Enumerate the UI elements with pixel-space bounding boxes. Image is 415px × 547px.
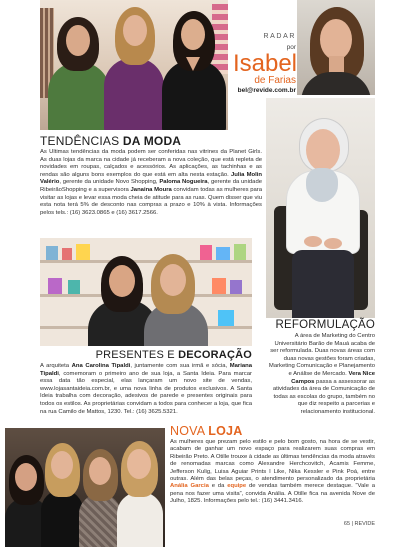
woman-green-top <box>48 62 110 130</box>
decor-item <box>46 246 58 260</box>
moda-text: convidam todas as mulheres para visitar as lojas e levar essa moda cheia de atitude para as ruas. Quem disser que viu esta nota terá 5% de desconto nas compras a prazo e 10% à vista. Informações pelos tels.: (16) 3623.0865 e (16) 3617.2566. <box>40 186 262 216</box>
photo-author-portrait <box>297 0 375 95</box>
moda-text: As Ultimas tendências da moda podem ser conferidas nas vitrines da Planet Girls. As duas lojas da marca na cidade já receberam a nova coleção, que está repleta de novidades em roupas, calçados e acessórios. As aplicações, as tachinhas e as rendas são alguns bons exemplos do que está em alta nesta estação. <box>40 149 262 178</box>
byline-by: por <box>286 44 296 51</box>
decor-item <box>212 278 226 294</box>
photo-santa-ideia-owners <box>40 238 252 346</box>
nova-loja-text: As mulheres que prezam pelo estilo e pelo bom gosto, na hora de se vestir, acabam de ganhar um novo espaço para realizarem suas compras em Ribeirão Preto. A Otille trouxe à cidade as últimas tendências da moda através de renomadas marcas como Alexandre Herchcovitch, Acamis Femme, Jefferson Kulig, Luisa Aguiar Prints I Like, Nika Kessler e Pink Poá, entre outras. Além das belas peças, o atendimento personalizado da proprietária <box>170 439 375 483</box>
face <box>127 449 151 479</box>
moda-heading-bold: DA MODA <box>122 134 182 148</box>
person-name: Ana Carolina Tipaldi <box>71 363 131 369</box>
decor-item <box>234 244 246 260</box>
decor-item <box>62 248 72 260</box>
person-name: Anália Garcia <box>170 483 209 490</box>
decor-item <box>216 247 230 260</box>
woman-purple-top <box>104 58 164 130</box>
woman-white-top <box>117 492 163 547</box>
person-name: Vera Nice Campos <box>291 370 375 385</box>
moda-text: , gerente da unidade Novo Shopping, <box>59 179 160 186</box>
reformulacao-body <box>266 333 375 417</box>
decor-item <box>68 280 80 294</box>
face <box>89 457 111 485</box>
shelf <box>40 294 252 297</box>
photo-vera-nice-campos <box>266 98 375 318</box>
presentes-text: , juntamente com sua irmã e sócia, <box>130 363 230 369</box>
page-footer <box>300 521 375 528</box>
presentes-heading-bold: DECORAÇÃO <box>178 349 252 361</box>
hand <box>324 238 342 249</box>
face <box>66 25 90 56</box>
scarf <box>306 168 338 202</box>
face <box>109 265 135 297</box>
nova-loja-heading-light: NOVA <box>170 424 205 438</box>
author-email: bel@revide.com.br <box>237 87 296 94</box>
photo-otille-team <box>5 428 165 547</box>
moda-heading-light: TENDÊNCIAS <box>40 134 120 148</box>
highlight-team: equipe <box>227 483 247 490</box>
column-kicker: RADAR <box>263 33 296 40</box>
presentes-text: , comemoram o primeiro ano de sua loja, a Santa Ideia. Para marcar essa data tão especial, elas lançaram um novo site de vendas, www.lojasantaideia.com.br, e uma nova linha de produtos exclusivos. A Santa Ideia trabalha com decoração, adesivos de parede e presentes originais para todos os estilos. As proprietárias convidam a todos para conhecer a loja, que fica na rua Camilo de Mattos, 1230. Tel.: (16) 3625.5321. <box>40 370 252 415</box>
person-name: Mariana Tipaldi <box>40 363 252 377</box>
photo-planet-girls-team <box>40 0 228 130</box>
decor-item <box>230 280 242 294</box>
moda-heading <box>40 134 181 148</box>
presentes-text: A arquiteta <box>40 363 72 369</box>
top <box>301 72 371 95</box>
nova-loja-heading-bold: LOJA <box>208 424 243 438</box>
woman-patterned-top <box>79 494 121 547</box>
shelf <box>40 260 252 263</box>
face <box>15 463 37 491</box>
nova-loja-heading <box>170 424 242 438</box>
decor-item <box>218 310 234 326</box>
dark-pants <box>292 250 354 318</box>
woman-black-top <box>41 490 83 547</box>
person-name: Julia Molin Valério <box>40 171 262 186</box>
reformulacao-heading: REFORMULAÇÃO <box>275 319 375 331</box>
hand <box>304 236 322 247</box>
author-last-name: de Farias <box>254 75 296 86</box>
decor-item <box>200 245 212 260</box>
face <box>181 19 205 50</box>
nova-loja-text: de vendas também merece destaque. “Vale a pena nos fazer uma visita”, convida Anália. A Otille fica na avenida Nove de Julho, 1825. Informações pelo tel.: (16) 3441.3416. <box>170 483 375 505</box>
presentes-heading <box>40 348 252 362</box>
person-name: Janaina Moura <box>130 186 172 193</box>
face <box>320 19 352 60</box>
column-byline <box>226 32 296 95</box>
page-number: 65 <box>343 521 351 527</box>
decor-item <box>76 244 90 260</box>
presentes-body <box>40 363 252 416</box>
face <box>306 129 340 171</box>
moda-text: , gerente da unidade RibeirãoShopping e a supervisora <box>40 179 262 193</box>
nova-loja-body <box>170 439 375 506</box>
moda-body <box>40 149 262 217</box>
person-name: Paloma Nogueira <box>159 179 208 186</box>
footer-separator: | <box>351 521 353 527</box>
face <box>51 451 73 479</box>
reformulacao-text: A área de Marketing do Centro Universitário Barão de Mauá acaba de ser reformulada. Duas novas áreas com duas novas gestões foram criadas, Marketing Comunicação e Planejamento e Análise de Mercado. <box>268 333 375 377</box>
reformulacao-text: passa a assessorar as atividades da área de Comunicação de todas as escolas do grupo, também no que diz respeito a parcerias e relacionamento institucional. <box>272 378 375 415</box>
face <box>160 264 186 296</box>
face <box>123 15 147 46</box>
author-first-name: Isabel <box>232 50 297 77</box>
nova-loja-text: e da <box>208 483 228 490</box>
presentes-heading-light: PRESENTES E <box>95 349 175 361</box>
decor-item <box>48 278 62 294</box>
magazine-name: REVIDE <box>354 521 375 527</box>
